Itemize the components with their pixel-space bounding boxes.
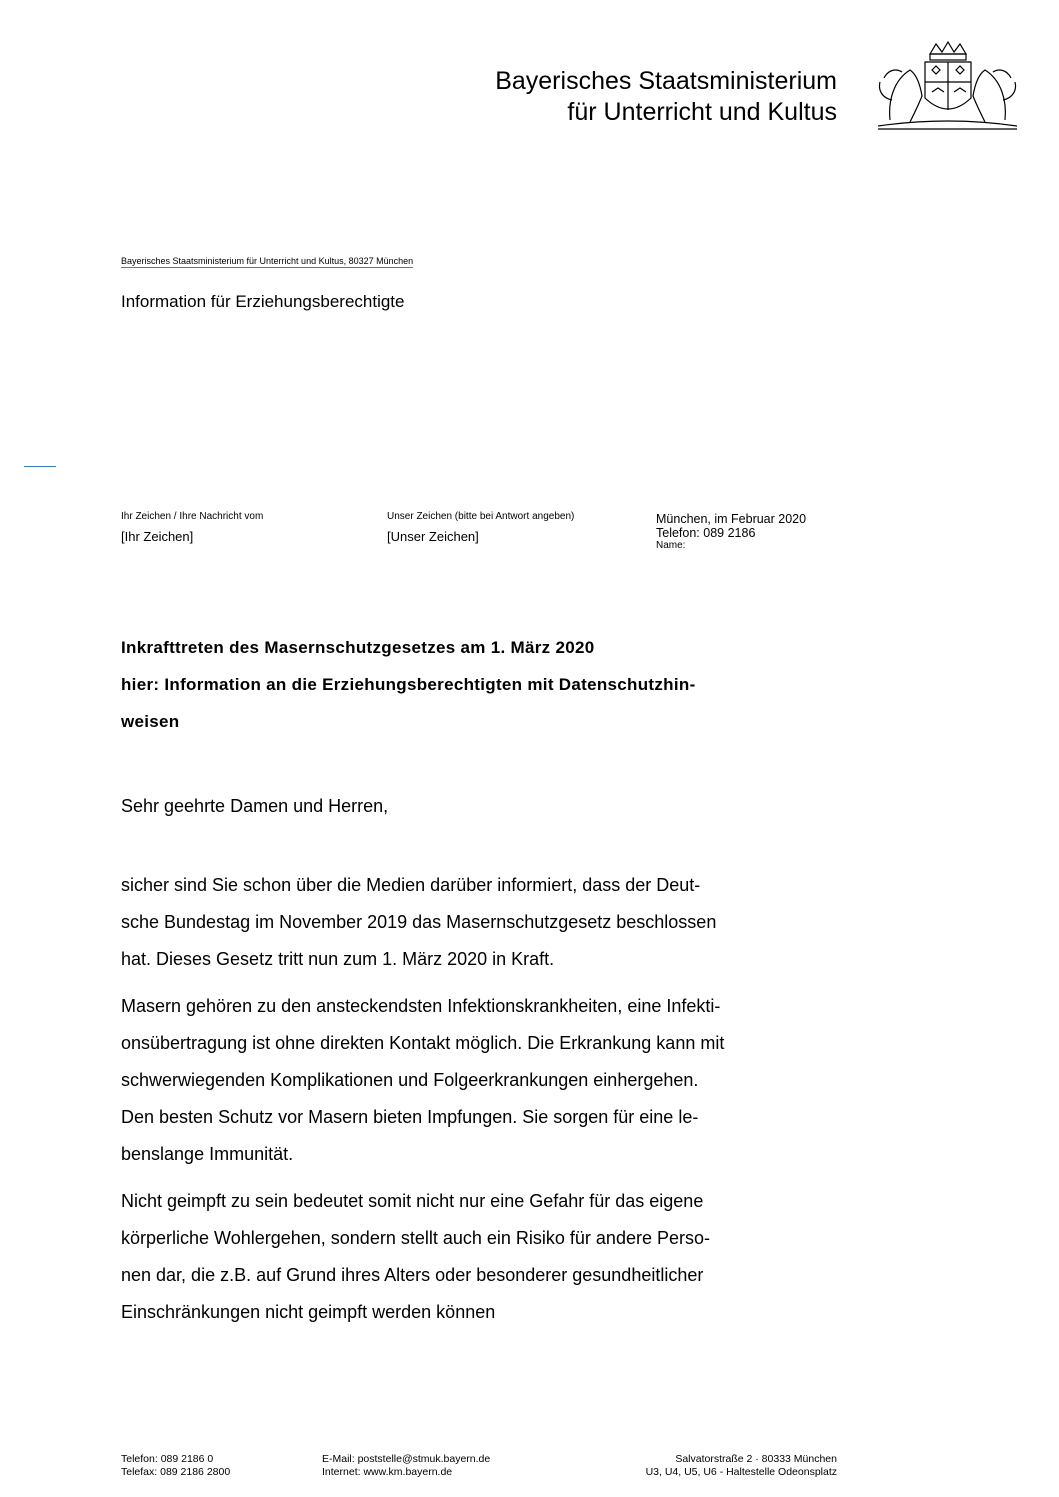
paragraph [121, 988, 724, 1173]
contact-name: Name: [656, 540, 686, 551]
paragraph-line: sicher sind Sie schon über die Medien darüber informiert, dass der Deut- [121, 875, 701, 895]
paragraph-line: hat. Dieses Gesetz tritt nun zum 1. März 2020 in Kraft. [121, 949, 555, 969]
ministry-name-line1: Bayerisches Staatsministerium [495, 67, 837, 95]
subject-line: hier: Information an die Erziehungsberechtigten mit Datenschutzhin- [121, 675, 696, 694]
paragraph-line: Masern gehören zu den ansteckendsten Infektionskrankheiten, eine Infekti- [121, 996, 721, 1016]
your-reference-label: Ihr Zeichen / Ihre Nachricht vom [121, 511, 264, 522]
your-reference-value: [Ihr Zeichen] [121, 529, 194, 544]
paragraph [121, 867, 716, 978]
subject-line: Inkrafttreten des Masernschutzgesetzes am 1. März 2020 [121, 638, 595, 657]
paragraph-line: nen dar, die z.B. auf Grund ihres Alters oder besonderer gesundheitlicher [121, 1265, 704, 1285]
subject-line: weisen [121, 712, 180, 731]
paragraph-line: onsübertragung ist ohne direkten Kontakt möglich. Die Erkrankung kann mit [121, 1033, 725, 1053]
date-contact-block [656, 512, 806, 551]
footer-address-block [646, 1453, 837, 1478]
our-reference-value: [Unser Zeichen] [387, 529, 479, 544]
phone-extension: Telefon: 089 2186 [656, 526, 756, 540]
paragraph-line: schwerwiegenden Komplikationen und Folgeerkrankungen einhergehen. [121, 1070, 699, 1090]
footer-phone: Telefon: 089 2186 0 [121, 1453, 214, 1465]
paragraph [121, 1183, 710, 1331]
paragraph-line: Einschränkungen nicht geimpft werden können [121, 1302, 496, 1322]
paragraph-line: benslange Immunität. [121, 1144, 294, 1164]
footer-internet: Internet: www.km.bayern.de [322, 1465, 453, 1478]
footer-address: Salvatorstraße 2 · 80333 München [675, 1453, 837, 1465]
paragraph-line: sche Bundestag im November 2019 das Masernschutzgesetz beschlossen [121, 912, 717, 932]
letterhead [495, 66, 837, 128]
paragraph-line: Den besten Schutz vor Masern bieten Impfungen. Sie sorgen für eine le- [121, 1107, 699, 1127]
footer-email: E-Mail: poststelle@stmuk.bayern.de [322, 1453, 491, 1465]
footer-phone-block [121, 1453, 230, 1478]
sender-address-line: Bayerisches Staatsministerium für Unterricht und Kultus, 80327 München [121, 256, 414, 266]
paragraph-line: körperliche Wohlergehen, sondern stellt auch ein Risiko für andere Perso- [121, 1228, 710, 1248]
ministry-name-line2: für Unterricht und Kultus [567, 98, 837, 126]
our-reference-label: Unser Zeichen (bitte bei Antwort angeben) [387, 511, 575, 522]
footer-web-block [322, 1453, 490, 1478]
salutation: Sehr geehrte Damen und Herren, [121, 796, 389, 816]
footer-fax: Telefax: 089 2186 2800 [121, 1465, 231, 1478]
recipient-address: Information für Erziehungsberechtigte [121, 292, 405, 311]
bavarian-coat-of-arms-icon [870, 40, 1025, 132]
footer-transit: U3, U4, U5, U6 - Haltestelle Odeonsplatz [645, 1465, 837, 1478]
subject-block [121, 629, 696, 740]
letter-date: München, im Februar 2020 [656, 512, 807, 526]
fold-mark [24, 466, 56, 467]
paragraph-line: Nicht geimpft zu sein bedeutet somit nicht nur eine Gefahr für das eigene [121, 1191, 704, 1211]
